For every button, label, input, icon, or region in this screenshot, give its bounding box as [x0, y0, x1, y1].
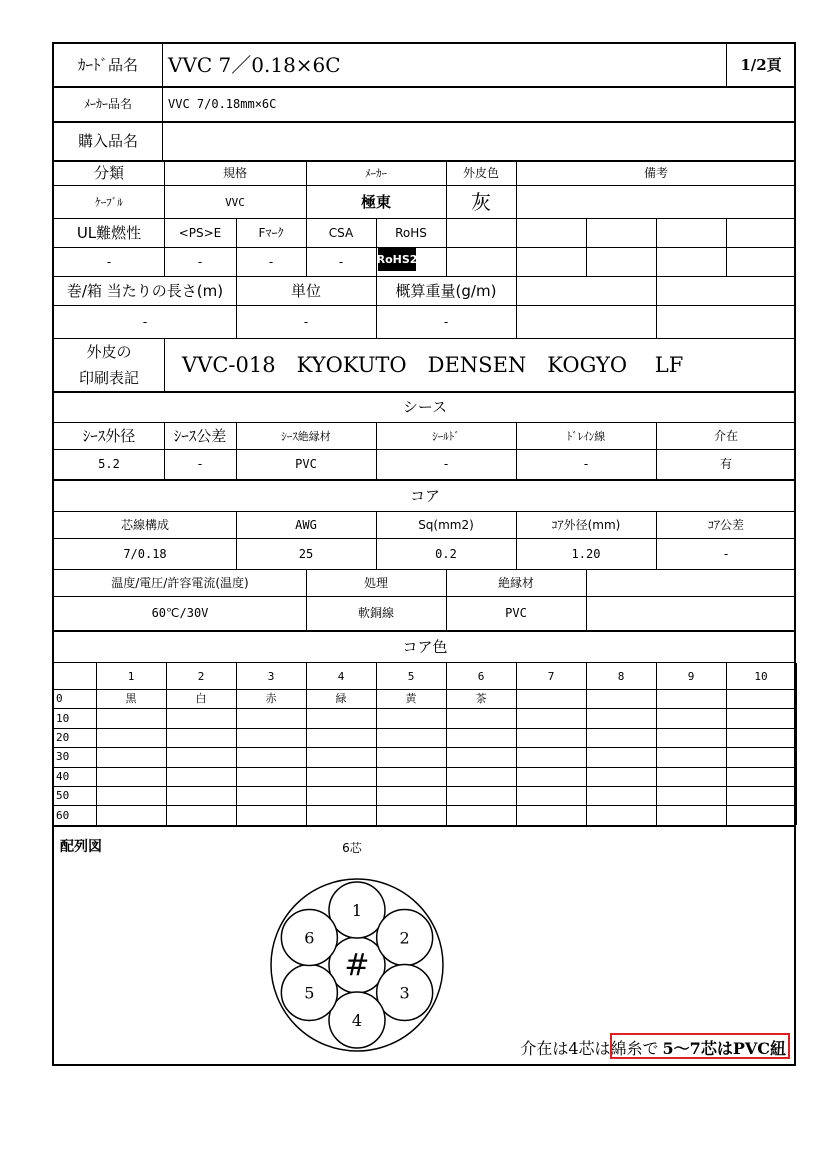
core-number-label: 2 [399, 928, 410, 948]
core-value-structure: 7/0.18 [123, 547, 167, 561]
spec-value-remarks [516, 186, 796, 218]
cert-value-pse: - [197, 255, 203, 269]
color-col-header: 3 [267, 669, 275, 683]
core-color-cell: 茶 [475, 692, 487, 706]
maker-part-value: VVC 7/0.18mm×6C [168, 97, 277, 111]
grid-line [164, 338, 165, 391]
color-col-header: 9 [687, 669, 695, 683]
purchase-name-label: 購入品名 [77, 131, 138, 150]
maker-part-label: ﾒｰｶｰ品名 [83, 97, 132, 111]
grid-line [516, 276, 517, 338]
color-row-label: 10 [56, 711, 70, 725]
grid-line [54, 747, 794, 748]
core-value-od: 1.20 [571, 547, 601, 561]
spec-header-color: 外皮色 [462, 166, 499, 180]
core-title: コア [409, 486, 440, 505]
color-row-label: 30 [56, 750, 70, 764]
color-col-header: 4 [337, 669, 345, 683]
sheath-header-shield: ｼｰﾙﾄﾞ [432, 429, 460, 443]
core-header-treatment: 処理 [363, 576, 388, 590]
color-row-label: 0 [56, 692, 63, 706]
color-col-header: 10 [754, 669, 768, 683]
cert-header-rohs: RoHS [395, 226, 427, 240]
spec-value-color: 灰 [471, 190, 491, 214]
core-value-insulation: PVC [505, 606, 527, 620]
spec-value-category: ｹｰﾌﾞﾙ [95, 195, 123, 209]
sheath-header-drain: ﾄﾞﾚｲﾝ線 [566, 429, 606, 443]
rohs2-badge: RoHS2 [378, 247, 416, 271]
core-color-cell: 黒 [125, 692, 137, 706]
core-value-blank [586, 597, 796, 629]
diagram-caption: 6芯 [342, 841, 362, 855]
color-col-header: 2 [197, 669, 205, 683]
grid-line [656, 218, 657, 276]
card-name-value: VVC 7／0.18×6C [168, 53, 341, 77]
core-header-blank [586, 570, 796, 596]
color-row-label: 60 [56, 808, 70, 822]
spec-header-standard: 規格 [222, 166, 247, 180]
diagram-note-highlight: 5～7芯はPVC紐 [662, 1039, 786, 1058]
grid-line [54, 825, 794, 827]
grid-line [726, 218, 727, 276]
grid-line [162, 44, 163, 160]
grid-line [54, 786, 794, 787]
core-header-tolerance: ｺｱ公差 [707, 518, 744, 532]
grid-line [54, 708, 794, 709]
sheath-title: シース [402, 397, 448, 416]
grid-line [54, 805, 794, 806]
cable-cross-section-diagram [262, 870, 452, 1060]
sheath-header-tolerance: ｼｰｽ公差 [173, 426, 227, 445]
spec-value-standard: VVC [225, 195, 245, 209]
spec-value-maker: 極東 [360, 192, 391, 211]
cert-header-ul: UL難燃性 [76, 223, 142, 242]
core-value-awg: 25 [298, 547, 314, 561]
sheath-header-od: ｼｰｽ外径 [82, 426, 136, 445]
core-value-tolerance: - [723, 547, 729, 561]
core-header-awg: AWG [295, 518, 317, 532]
core-value-rating: 60℃/30V [151, 606, 209, 620]
core-header-sq: Sq(mm2) [418, 518, 474, 532]
length-header-unit: 単位 [290, 281, 321, 300]
page-number: 1/2頁 [740, 55, 782, 74]
color-col-header: 6 [477, 669, 485, 683]
grid-line [586, 218, 587, 276]
color-col-header: 5 [407, 669, 415, 683]
sheath-value-filler: 有 [719, 457, 732, 471]
length-value-unit: - [303, 315, 309, 329]
sheath-header-filler: 介在 [713, 429, 738, 443]
core-value-sq: 0.2 [435, 547, 457, 561]
color-row-label: 40 [56, 769, 70, 783]
diagram-label: 配列図 [60, 839, 102, 855]
grid-line [446, 218, 447, 276]
core-color-cell: 黄 [405, 692, 417, 706]
cert-header-f-mark: Fﾏｰｸ [258, 226, 284, 240]
sheath-value-insulation: PVC [295, 457, 317, 471]
cert-value-ul: - [106, 255, 112, 269]
core-number-label: 4 [351, 1011, 363, 1030]
sheath-value-drain: - [583, 457, 589, 471]
spec-header-category: 分類 [93, 163, 124, 182]
core-header-structure: 芯線構成 [120, 518, 169, 532]
color-col-header: 7 [547, 669, 555, 683]
spec-card [52, 42, 796, 1066]
core-header-rating: 温度/電圧/許容電流(温度) [111, 576, 249, 590]
sheath-value-tolerance: - [197, 457, 203, 471]
cert-header-csa: CSA [328, 226, 354, 240]
length-value-per-reel: - [142, 315, 148, 329]
cert-value-f-mark: - [268, 255, 274, 269]
core-number-label: 5 [304, 983, 315, 1003]
core-number-label: 6 [304, 928, 315, 948]
print-label-line1: 外皮の [86, 342, 132, 361]
color-col-header: 8 [617, 669, 625, 683]
core-value-treatment: 軟銅線 [357, 606, 394, 620]
core-color-cell: 緑 [335, 692, 347, 706]
sheath-value-od: 5.2 [98, 457, 120, 471]
core-color-cell: 赤 [265, 692, 277, 706]
length-header-per-reel: 巻/箱 当たりの長さ(m) [66, 281, 224, 300]
card-name-label: ｶｰﾄﾞ品名 [77, 55, 138, 74]
sheath-header-insulation: ｼｰｽ絶縁材 [281, 429, 331, 443]
diagram-note-prefix: 介在は4芯は綿糸で [520, 1039, 659, 1058]
color-row-label: 50 [56, 789, 70, 803]
color-row-label: 20 [56, 730, 70, 744]
grid-line [796, 663, 797, 825]
grid-line [656, 276, 657, 338]
purchase-name-value [164, 122, 788, 160]
print-marking-text: VVC-018 KYOKUTO DENSEN KOGYO LF [182, 352, 684, 377]
grid-line [54, 728, 794, 729]
core-header-od: ｺｱ外径(mm) [551, 518, 621, 532]
core-header-insulation: 絶縁材 [497, 576, 534, 590]
core-number-label: 1 [351, 901, 363, 920]
center-filler-symbol: # [344, 948, 370, 983]
note-highlight-box [610, 1033, 790, 1059]
color-col-header: 1 [127, 669, 135, 683]
length-value-weight: - [443, 315, 449, 329]
grid-line [54, 767, 794, 768]
print-label-line2: 印刷表記 [78, 368, 139, 387]
sheath-value-shield: - [443, 457, 449, 471]
core-number-label: 3 [399, 983, 410, 1003]
length-header-weight: 概算重量(g/m) [395, 281, 497, 300]
cert-value-csa: - [338, 255, 344, 269]
core-color-title: コア色 [402, 637, 448, 656]
spec-header-remarks: 備考 [643, 166, 668, 180]
spec-header-maker: ﾒｰｶｰ [365, 166, 387, 180]
core-color-cell: 白 [195, 692, 207, 706]
cert-header-pse: <PS>E [178, 226, 222, 240]
grid-line [516, 218, 517, 276]
